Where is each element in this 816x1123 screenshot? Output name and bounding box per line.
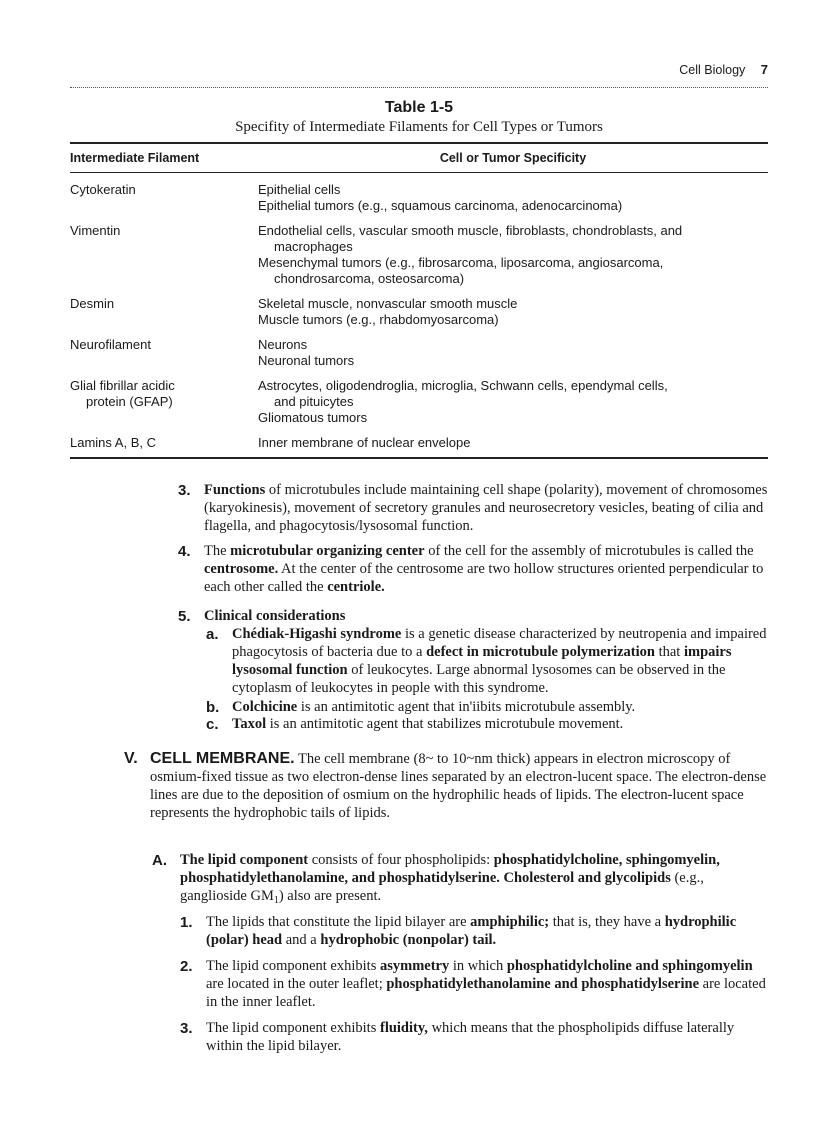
a1-term: hydrophilic (polar) head <box>206 914 737 948</box>
section-a-text: consists of four phospholipids: <box>308 852 494 868</box>
table-row <box>70 435 768 451</box>
item-5a-term: defect in microtubule polymerization <box>426 644 655 660</box>
item-3-term: Functions <box>204 482 266 498</box>
a1-term: hydrophobic (nonpolar) tail. <box>320 932 497 948</box>
a1-text: that is, they have a <box>549 914 665 930</box>
item-3-text: of microtubules include maintaining cell shape (polarity), movement of chromosomes (karyokinesis), movement of secretory granules and neurosecretory vesicles, beating of cilia and flagella, and phagocytosis/lysosomal function. <box>204 482 768 534</box>
subitem-marker: a. <box>206 626 219 643</box>
a3-text: which means that the phospholipids diffuse laterally within the lipid bilayer. <box>206 1020 735 1054</box>
specificity-line-cont: and pituicytes <box>274 394 354 409</box>
section-a-term: phosphatidylcholine, sphingomyelin, phosphatidylethanolamine, and phosphatidylserine. Cholesterol and glycolipids <box>180 852 720 886</box>
a2-term: phosphatidylcholine and sphingomyelin <box>506 958 753 974</box>
section-a-term: The lipid component <box>180 852 309 868</box>
table-number: Table 1-5 <box>384 99 454 116</box>
item-5a-chediak <box>232 625 772 697</box>
table-row <box>70 296 768 328</box>
section-a-lipid-component <box>180 851 772 910</box>
item-4-term: centriole. <box>327 579 385 595</box>
a1-term: amphiphilic; <box>470 914 550 930</box>
specificity-line: Inner membrane of nuclear envelope <box>258 435 471 450</box>
a1-text: and a <box>282 932 321 948</box>
a3-text: The lipid component exhibits <box>206 1020 380 1036</box>
a2-text: are located in the inner leaflet. <box>206 976 766 1010</box>
section-a-text: ) also are present. <box>278 888 382 904</box>
item-5a-text: that <box>654 644 684 660</box>
specificity-line: Epithelial cells <box>258 182 341 197</box>
col-header-specificity: Cell or Tumor Specificity <box>439 151 587 165</box>
a1-text: The lipids that constitute the lipid bilayer are <box>206 914 471 930</box>
filament-name-cont: protein (GFAP) <box>86 394 173 409</box>
section-v-heading: CELL MEMBRANE. <box>150 750 295 767</box>
section-v-cell-membrane <box>150 750 772 822</box>
filament-name: Desmin <box>70 296 115 311</box>
item-5c-text: is an antimitotic agent that stabilizes microtubule movement. <box>266 716 624 732</box>
table-row <box>70 223 768 287</box>
item-5-heading <box>204 607 770 625</box>
specificity-line: Mesenchymal tumors (e.g., fibrosarcoma, liposarcoma, angiosarcoma, <box>258 255 664 270</box>
item-3-functions <box>204 481 770 535</box>
item-marker: 3. <box>180 1020 193 1037</box>
running-title: Cell Biology <box>679 63 746 77</box>
table-bottom-rule <box>70 457 768 459</box>
item-marker: 2. <box>180 958 193 975</box>
section-marker: V. <box>124 750 138 767</box>
a2-term: asymmetry <box>379 958 450 974</box>
specificity-line: Neurons <box>258 337 308 352</box>
section-v-text: The cell membrane (8~ to 10~nm thick) appears in electron microscopy of osmium-fixed tissue as two electron-dense lines separated by an electron-lucent space. The electron-dense lines are due to the deposition of osmium on the hydrophilic heads of lipids. The electron-lucent space represents the hydrophobic tails of lipids. <box>150 751 767 821</box>
item-5c-term: Taxol <box>232 716 267 732</box>
filament-name: Cytokeratin <box>70 182 136 197</box>
table-row <box>70 378 768 426</box>
subitem-marker: c. <box>206 716 219 733</box>
header-rule <box>70 87 768 88</box>
a2-text: The lipid component exhibits <box>206 958 380 974</box>
intermediate-filament-table <box>70 142 768 459</box>
item-5-term: Clinical considerations <box>204 608 346 624</box>
item-5a-text: is a genetic disease characterized by neutropenia and impaired phagocytosis of bacteria due to a <box>232 626 767 660</box>
a2-term: phosphatidylethanolamine and phosphatidylserine <box>386 976 700 992</box>
specificity-line: Neuronal tumors <box>258 353 355 368</box>
item-marker: 5. <box>178 608 191 625</box>
specificity-line-cont: macrophages <box>274 239 353 254</box>
filament-name: Lamins A, B, C <box>70 435 156 450</box>
item-5b-colchicine <box>232 698 772 716</box>
item-4-mtoc <box>204 542 770 596</box>
specificity-line: Muscle tumors (e.g., rhabdomyosarcoma) <box>258 312 499 327</box>
item-4-text: of the cell for the assembly of microtubules is called the <box>424 543 754 559</box>
page-number: 7 <box>760 62 768 77</box>
specificity-line: Skeletal muscle, nonvascular smooth muscle <box>258 296 518 311</box>
section-a-item-1 <box>206 913 772 949</box>
specificity-line: Astrocytes, oligodendroglia, microglia, Schwann cells, ependymal cells, <box>258 378 668 393</box>
specificity-line: Gliomatous tumors <box>258 410 368 425</box>
table-header-row <box>70 142 768 173</box>
subitem-marker: b. <box>206 699 220 716</box>
item-5a-term: impairs lysosomal function <box>232 644 732 678</box>
item-5b-term: Colchicine <box>232 699 298 715</box>
table-row <box>70 337 768 369</box>
table-title: Specifity of Intermediate Filaments for Cell Types or Tumors <box>235 119 603 135</box>
a3-term: fluidity, <box>379 1020 428 1036</box>
filament-name: Vimentin <box>70 223 121 238</box>
subsection-marker: A. <box>152 852 167 869</box>
a2-text: are located in the outer leaflet; <box>206 976 387 992</box>
subscript: 1 <box>273 895 279 906</box>
a2-text: in which <box>449 958 507 974</box>
item-5c-taxol <box>232 715 772 733</box>
item-5a-term: Chédiak-Higashi syndrome <box>232 626 402 642</box>
item-4-text: At the center of the centrosome are two hollow structures oriented perpendicular to each other called the <box>204 561 764 595</box>
section-a-item-3 <box>206 1019 772 1055</box>
running-header <box>679 62 768 77</box>
filament-name: Glial fibrillar acidic <box>70 378 175 393</box>
item-4-term: microtubular organizing center <box>230 543 425 559</box>
item-5a-text: of leukocytes. Large abnormal lysosomes can be observed in the cytoplasm of leukocytes in people with this syndrome. <box>232 662 726 696</box>
section-a-text: (e.g., ganglioside GM <box>180 870 704 904</box>
filament-name: Neurofilament <box>70 337 151 352</box>
item-4-text: The <box>204 543 231 559</box>
item-marker: 4. <box>178 543 191 560</box>
specificity-line-cont: chondrosarcoma, osteosarcoma) <box>274 271 465 286</box>
section-a-item-2 <box>206 957 772 1011</box>
item-5b-text: is an antimitotic agent that in'iibits microtubule assembly. <box>297 699 636 715</box>
specificity-line: Endothelial cells, vascular smooth muscle, fibroblasts, chondroblasts, and <box>258 223 683 238</box>
table-caption <box>70 98 768 137</box>
table-row <box>70 182 768 214</box>
item-marker: 1. <box>180 914 193 931</box>
item-4-term: centrosome. <box>204 561 279 577</box>
col-header-filament: Intermediate Filament <box>70 151 200 165</box>
item-marker: 3. <box>178 482 191 499</box>
specificity-line: Epithelial tumors (e.g., squamous carcinoma, adenocarcinoma) <box>258 198 623 213</box>
